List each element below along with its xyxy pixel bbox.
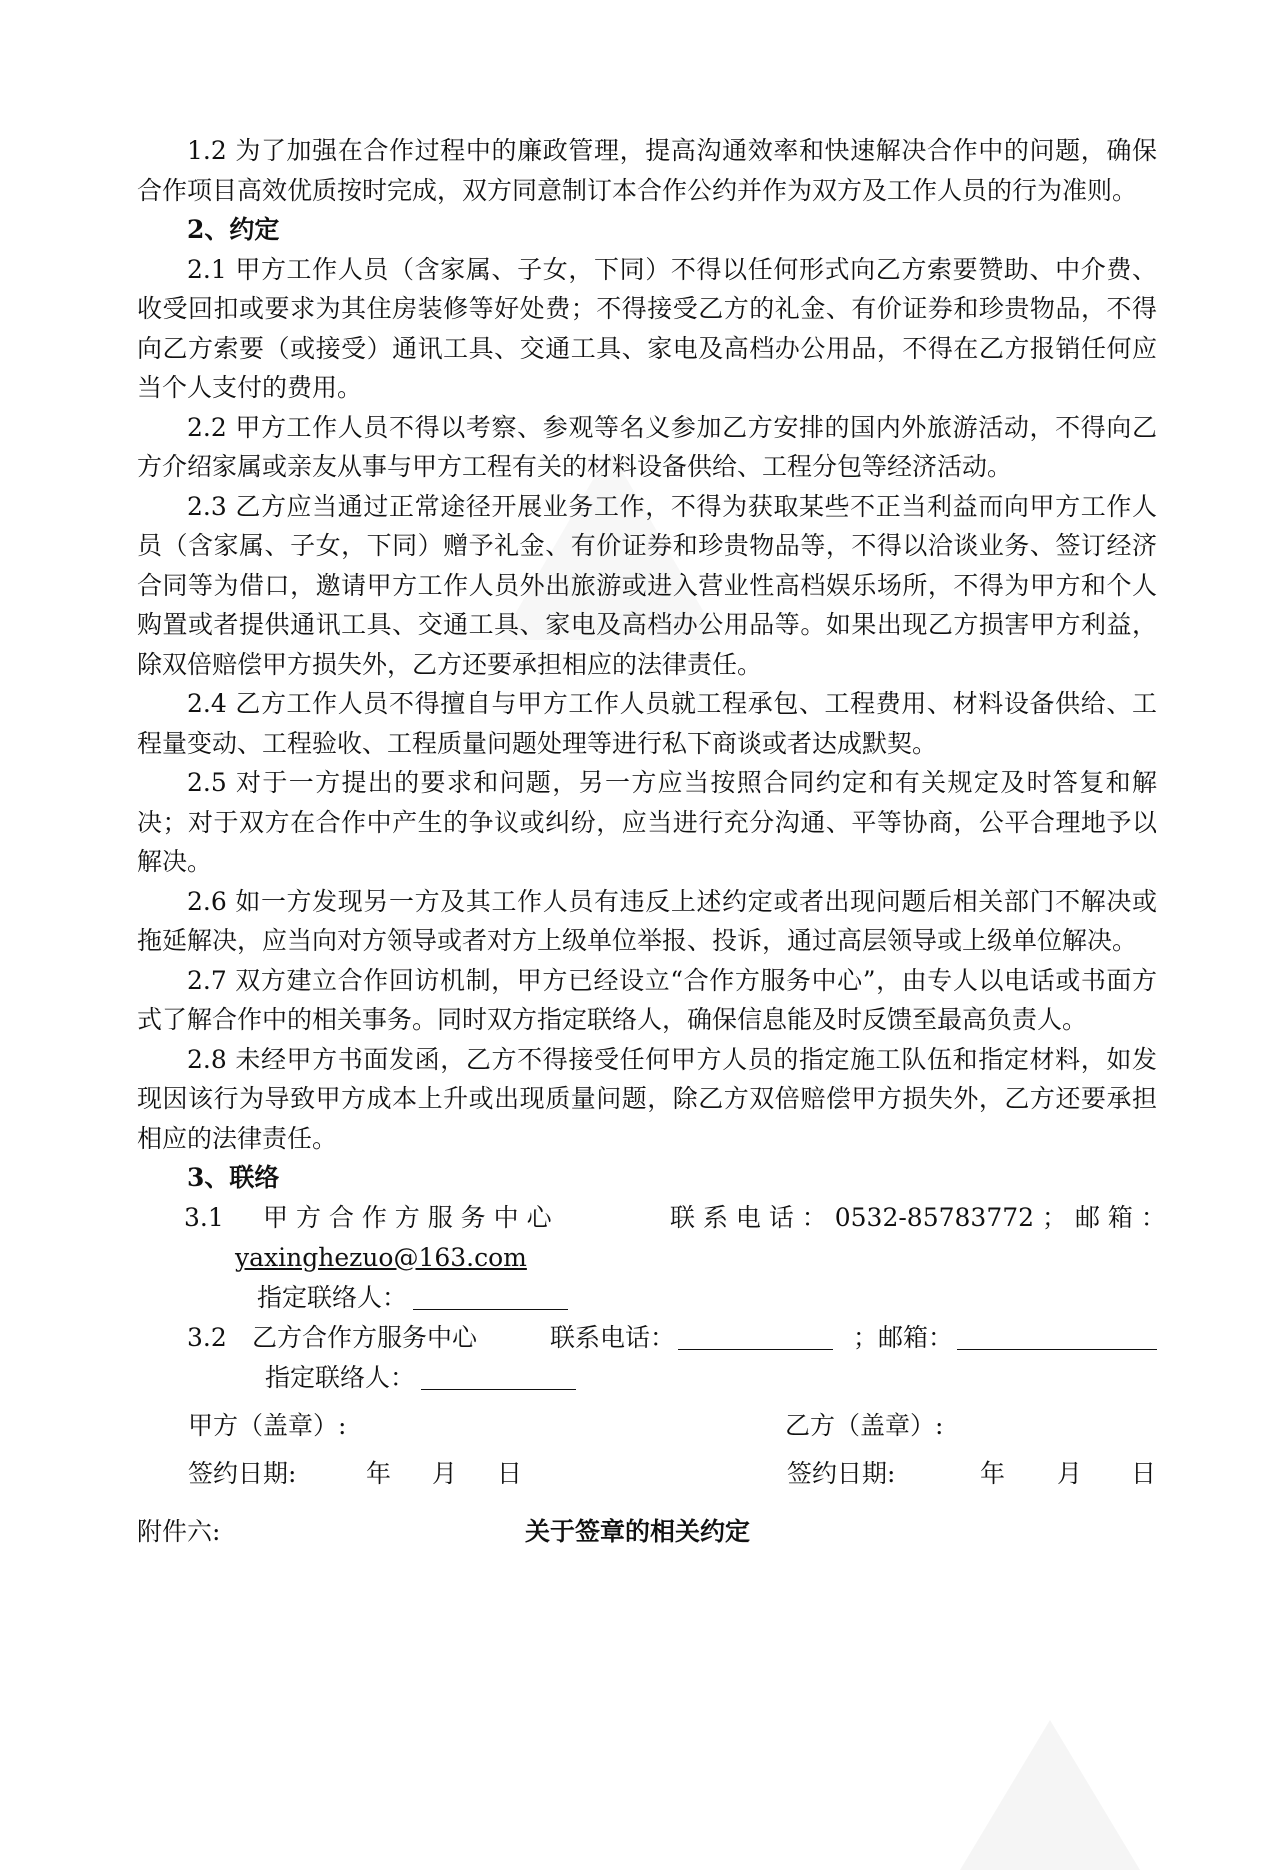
section-3-heading: 3、联络 [187,1163,280,1192]
contact-a-email-row [137,1238,1157,1278]
party-a-seal: 甲方（盖章）: [188,1410,347,1440]
seal-row [137,1406,1157,1446]
clause-2-7: 2.7 双方建立合作回访机制，甲方已经设立“合作方服务中心”，由专人以电话或书面方式了解合作中的相关事务。同时双方指定联络人，确保信息能及时反馈至最高负责人。 [137,965,1157,1034]
party-b-year: 年 [980,1458,1006,1488]
party-a-month: 月 [432,1458,458,1488]
clause-2-5: 2.5 对于一方提出的要求和问题，另一方应当按照合同约定和有关规定及时答复和解决；对于双方在合作中产生的争议或纠纷，应当进行充分沟通、平等协商，公平合理地予以解决。 [137,768,1157,876]
party-b-date-label: 签约日期: [787,1458,896,1488]
party-b-seal: 乙方（盖章）: [785,1410,944,1440]
party-b-month: 月 [1057,1458,1083,1488]
section-2-heading: 2、约定 [187,215,280,244]
contact-a-liaison-row [137,1278,1157,1318]
attachment-row [137,1512,1157,1552]
contact-a-phone: 联 系 电 话 ： 0532-85783772 ； 邮 箱 ： [670,1202,1166,1232]
contact-a-row [137,1198,1166,1238]
contact-b-row [137,1318,1157,1358]
contact-b-phone-blank [678,1323,833,1350]
party-a-year: 年 [366,1458,392,1488]
contact-b-phone-label: 联系电话： [550,1322,676,1352]
clause-1-2: 1.2 为了加强在合作过程中的廉政管理，提高沟通效率和快速解决合作中的问题，确保合作项目高效优质按时完成，双方同意制订本合作公约并作为双方及工作人员的行为准则。 [137,136,1157,205]
clause-2-1: 2.1 甲方工作人员（含家属、子女，下同）不得以任何形式向乙方索要赞助、中介费、收受回扣或要求为其住房装修等好处费；不得接受乙方的礼金、有价证券和珍贵物品，不得向乙方索要（或接受）通讯工具、交通工具、家电及高档办公用品，不得在乙方报销任何应当个人支付的费用。 [137,254,1157,402]
party-a-date-label: 签约日期: [188,1458,297,1488]
attachment-title: 关于签章的相关约定 [525,1516,751,1546]
clause-2-6: 2.6 如一方发现另一方及其工作人员有违反上述约定或者出现问题后相关部门不解决或拖延解决，应当向对方领导或者对方上级单位举报、投诉，通过高层领导或上级单位解决。 [137,886,1157,955]
contact-a-liaison-blank [413,1283,568,1310]
date-row [137,1454,1157,1494]
contact-b-email-blank [957,1323,1157,1350]
contact-b-email-label: ；邮箱： [853,1322,954,1352]
contact-b-liaison-row [137,1358,1157,1398]
clause-2-4: 2.4 乙方工作人员不得擅自与甲方工作人员就工程承包、工程费用、材料设备供给、工程量变动、工程验收、工程质量问题处理等进行私下商谈或者达成默契。 [137,689,1157,758]
contact-a-liaison-label: 指定联络人： [257,1282,408,1312]
contact-b-name: 乙方合作方服务中心 [252,1322,478,1352]
attachment-label: 附件六: [137,1516,221,1546]
party-b-day: 日 [1131,1458,1157,1488]
party-a-day: 日 [497,1458,523,1488]
clause-2-3: 2.3 乙方应当通过正常途径开展业务工作，不得为获取某些不正当利益而向甲方工作人员（含家属、子女，下同）赠予礼金、有价证券和珍贵物品等，不得以洽谈业务、签订经济合同等为借口，邀请甲方工作人员外出旅游或进入营业性高档娱乐场所，不得为甲方和个人购置或者提供通讯工具、交通工具、家电及高档办公用品等。如果出现乙方损害甲方利益，除双倍赔偿甲方损失外，乙方还要承担相应的法律责任。 [137,491,1157,679]
document-page [137,131,1166,1552]
contact-a-name: 甲 方 合 作 方 服 务 中 心 [263,1202,552,1232]
contact-a-email-link[interactable]: yaxinghezuo@163.com [235,1242,527,1272]
contact-a-number: 3.1 [184,1202,224,1232]
clause-2-8: 2.8 未经甲方书面发函，乙方不得接受任何甲方人员的指定施工队伍和指定材料，如发现因该行为导致甲方成本上升或出现质量问题，除乙方双倍赔偿甲方损失外，乙方还要承担相应的法律责任。 [137,1044,1157,1153]
contact-b-liaison-label: 指定联络人： [265,1362,416,1392]
watermark-logo [960,1720,1140,1870]
contact-b-number: 3.2 [187,1322,227,1352]
clause-2-2: 2.2 甲方工作人员不得以考察、参观等名义参加乙方安排的国内外旅游活动，不得向乙方介绍家属或亲友从事与甲方工程有关的材料设备供给、工程分包等经济活动。 [137,412,1157,481]
contact-b-liaison-blank [421,1363,576,1390]
